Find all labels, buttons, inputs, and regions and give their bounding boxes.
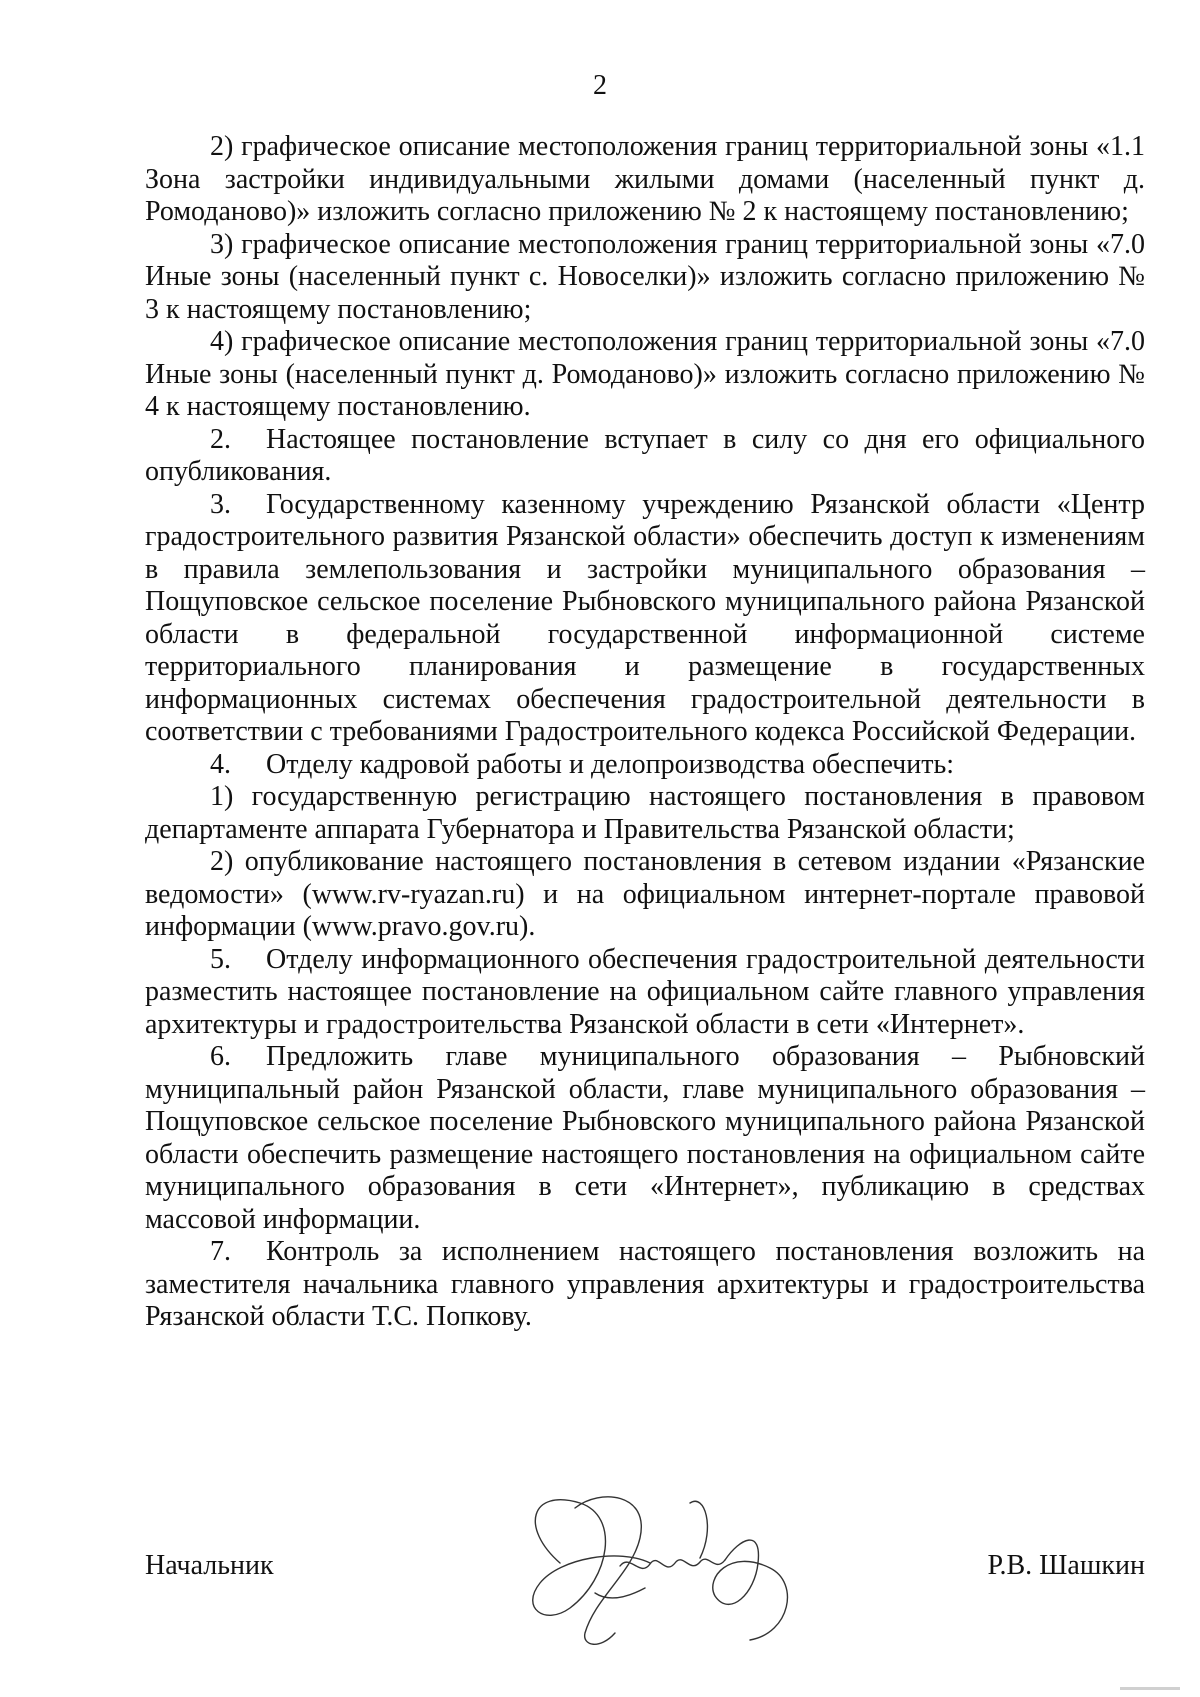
paragraph-4-item-1 <box>145 781 1145 846</box>
scan-edge-mark <box>1120 1687 1180 1691</box>
paragraph-3 <box>145 489 1145 749</box>
paragraph-2 <box>145 424 1145 489</box>
paragraph-item-2 <box>145 131 1145 229</box>
paragraph-number: 7. <box>210 1236 231 1267</box>
paragraph-text: 1) государственную регистрацию настоящего постановления в правовом департаменте аппарата Губернатора и Правительства Рязанской области; <box>145 781 1145 845</box>
paragraph-6 <box>145 1041 1145 1236</box>
signature-block <box>145 1550 1145 1590</box>
paragraph-item-3 <box>145 229 1145 327</box>
paragraph-text: Настоящее постановление вступает в силу со дня его официального опубликования. <box>145 423 1145 487</box>
paragraph-item-4 <box>145 326 1145 424</box>
paragraph-4 <box>145 749 1145 782</box>
paragraph-number: 3. <box>210 488 231 520</box>
paragraph-number: 5. <box>210 943 231 975</box>
paragraph-text: 2) опубликование настоящего постановления в сетевом издании «Рязанские ведомости» (www.rv-ryazan.ru) и на официальном интернет-портале правовой информации (www.pravo.gov.ru). <box>145 846 1145 942</box>
signatory-name: Р.В. Шашкин <box>987 1550 1145 1581</box>
paragraph-text: Предложить главе муниципального образования – Рыбновский муниципальный район Рязанской области, главе муниципального образования – Пощуповское сельское поселение Рыбновского муниципального района Рязанской области обеспечить размещение настоящего постановления на официальном сайте муниципального образования в сети «Интернет», публикацию в средствах массовой информации. <box>145 1041 1145 1235</box>
paragraph-4-item-2 <box>145 846 1145 944</box>
paragraph-5 <box>145 944 1145 1042</box>
paragraph-text: 4) графическое описание местоположения границ территориальной зоны «7.0 Иные зоны (населенный пункт д. Ромоданово)» изложить согласно приложению № 4 к настоящему постановлению. <box>145 326 1145 422</box>
document-body <box>145 131 1145 1334</box>
paragraph-7 <box>145 1236 1145 1334</box>
paragraph-text: Государственному казенному учреждению Рязанской области «Центр градостроительного развития Рязанской области» обеспечить доступ к изменениям в правила землепользования и застройки муниципального образования – Пощуповское сельское поселение Рыбновского муниципального района Рязанской области в федеральной государственной информационной системе территориального планирования и размещение в государственных информационных системах обеспечения градостроительной деятельности в соответствии с требованиями Градостроительного кодекса Российской Федерации. <box>145 488 1145 747</box>
signatory-position: Начальник <box>145 1550 274 1581</box>
paragraph-text: Отделу информационного обеспечения градостроительной деятельности разместить настоящее постановление на официальном сайте главного управления архитектуры и градостроительства Рязанской области в сети «Интернет». <box>145 943 1145 1040</box>
paragraph-text: 2) графическое описание местоположения границ территориальной зоны «1.1 Зона застройки индивидуальными жилыми домами (населенный пункт д. Ромоданово)» изложить согласно приложению № 2 к настоящему постановлению; <box>145 131 1145 227</box>
paragraph-text: Контроль за исполнением настоящего постановления возложить на заместителя начальника главного управления архитектуры и градостроительства Рязанской области Т.С. Попкову. <box>145 1236 1145 1332</box>
paragraph-number: 6. <box>210 1041 231 1072</box>
paragraph-text: 3) графическое описание местоположения границ территориальной зоны «7.0 Иные зоны (населенный пункт с. Новоселки)» изложить согласно приложению № 3 к настоящему постановлению; <box>145 228 1145 325</box>
paragraph-number: 4. <box>210 748 231 780</box>
paragraph-number: 2. <box>210 423 231 455</box>
page-number: 2 <box>593 70 607 101</box>
paragraph-text: Отделу кадровой работы и делопроизводства обеспечить: <box>266 748 955 780</box>
